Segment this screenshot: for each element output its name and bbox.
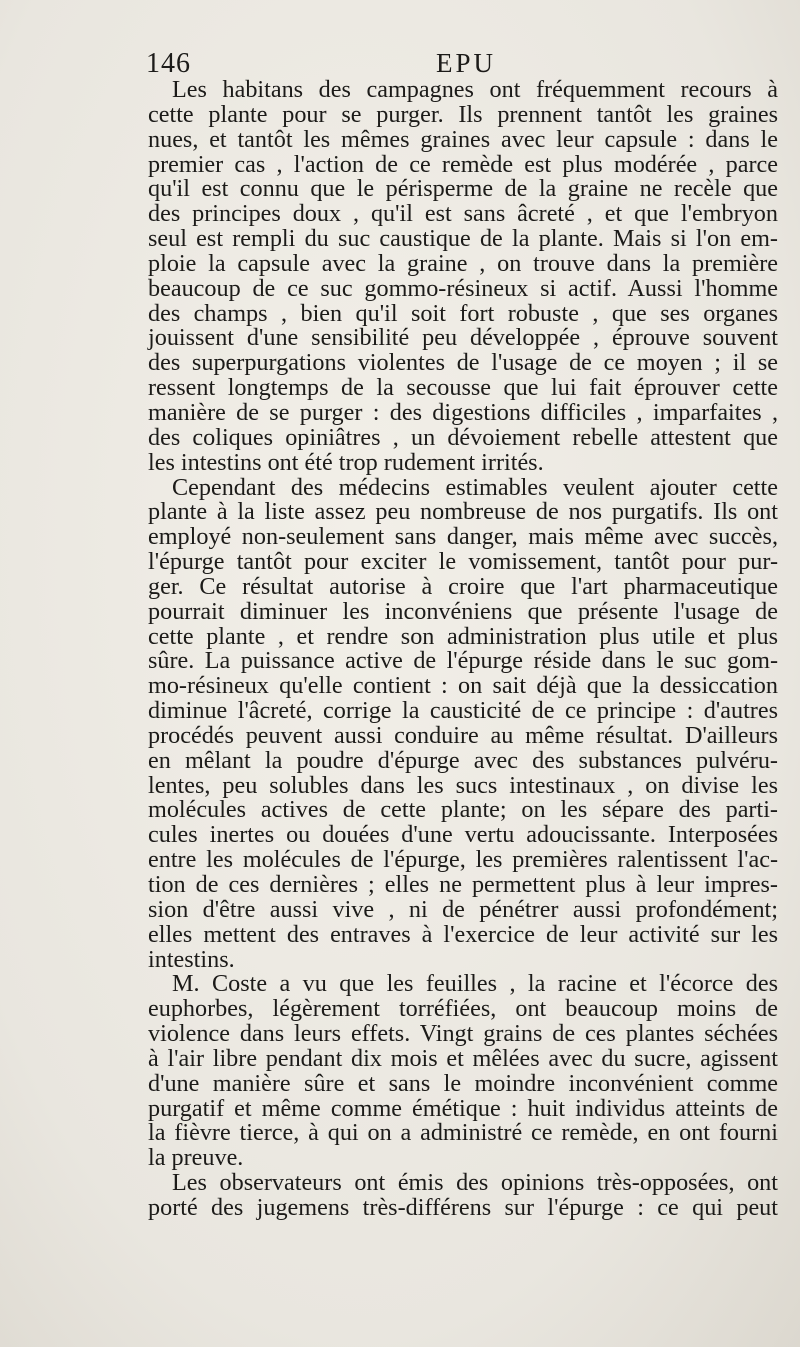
text-line: entre les molécules de l'épurge, les premières ralentissent l'ac- (148, 846, 778, 874)
text-line: à l'air libre pendant dix mois et mêlées avec du sucre, agissent (148, 1044, 778, 1072)
text-line: plante à la liste assez peu nombreuse de nos purgatifs. Ils ont (148, 498, 778, 526)
text-line: jouissent d'une sensibilité peu développée , éprouve souvent (148, 324, 778, 352)
text-line: seul est rempli du suc caustique de la plante. Mais si l'on em- (148, 225, 778, 253)
text-line: purgatif et même comme émétique : huit individus atteints de (148, 1094, 778, 1122)
text-line: Cependant des médecins estimables veulent ajouter cette (172, 473, 778, 501)
page-number: 146 (146, 48, 191, 79)
text-line: la fièvre tierce, à qui on a administré ce remède, en ont fourni (148, 1119, 778, 1147)
text-line: cette plante , et rendre son administration plus utile et plus (148, 622, 778, 650)
text-line: des champs , bien qu'il soit fort robuste , que ses organes (148, 299, 778, 327)
text-line: d'une manière sûre et sans le moindre inconvénient comme (148, 1069, 778, 1097)
text-line: cette plante pour se purger. Ils prennent tantôt les graines (148, 100, 778, 128)
text-line: pourrait diminuer les inconvéniens que présente l'usage de (148, 597, 778, 625)
body-text (148, 78, 778, 1221)
text-line: intestins. (148, 945, 235, 973)
text-line: diminue l'âcreté, corrige la causticité de ce principe : d'autres (148, 697, 778, 725)
text-line: la preuve. (148, 1144, 244, 1172)
text-line: cules inertes ou douées d'une vertu adoucissante. Interposées (148, 821, 778, 849)
text-line: ger. Ce résultat autorise à croire que l'art pharmaceutique (148, 572, 778, 600)
text-line: elles mettent des entraves à l'exercice de leur activité sur les (148, 920, 778, 948)
text-line: les intestins ont été trop rudement irrités. (148, 448, 544, 476)
text-line: l'épurge tantôt pour exciter le vomissement, tantôt pour pur- (148, 548, 778, 576)
text-line: manière de se purger : des digestions difficiles , imparfaites , (148, 398, 778, 426)
text-line: ploie la capsule avec la graine , on trouve dans la première (148, 249, 778, 277)
text-line: qu'il est connu que le périsperme de la graine ne recèle que (148, 175, 778, 203)
text-line: sion d'être aussi vive , ni de pénétrer aussi profondément; (148, 895, 778, 923)
text-line: beaucoup de ce suc gommo-résineux si actif. Aussi l'homme (148, 274, 778, 302)
text-line: Les observateurs ont émis des opinions très-opposées, ont (172, 1169, 778, 1197)
text-line: en mêlant la poudre d'épurge avec des substances pulvéru- (148, 746, 778, 774)
text-line: Les habitans des campagnes ont fréquemment recours à (172, 76, 778, 103)
text-line: tion de ces dernières ; elles ne permettent plus à leur impres- (148, 871, 778, 898)
text-line: M. Coste a vu que les feuilles , la racine et l'écorce des (172, 970, 778, 998)
paragraph (148, 972, 778, 1171)
text-line: porté des jugemens très-différens sur l'épurge : ce qui peut (148, 1193, 778, 1221)
text-line: euphorbes, légèrement torréfiées, ont beaucoup moins de (148, 995, 778, 1023)
text-line: nues, et tantôt les mêmes graines avec leur capsule : dans le (148, 125, 778, 153)
text-line: ressent longtemps de la secousse que lui fait éprouver cette (148, 374, 778, 402)
text-line: procédés peuvent aussi conduire au même résultat. D'ailleurs (148, 721, 778, 749)
text-line: sûre. La puissance active de l'épurge réside dans le suc gom- (148, 647, 778, 675)
text-line: molécules actives de cette plante; on les sépare des parti- (148, 796, 778, 824)
text-line: des principes doux , qu'il est sans âcreté , et que l'embryon (148, 200, 778, 228)
paragraph (148, 78, 778, 476)
running-head: EPU (436, 48, 497, 78)
text-line: des superpurgations violentes de l'usage de ce moyen ; il se (148, 349, 778, 377)
text-line: employé non-seulement sans danger, mais même avec succès, (148, 523, 778, 551)
paragraph (148, 1171, 778, 1221)
paragraph (148, 473, 778, 973)
text-line: violence dans leurs effets. Vingt grains de ces plantes séchées (148, 1020, 778, 1048)
text-line: lentes, peu solubles dans les sucs intestinaux , on divise les (148, 771, 778, 799)
text-line: mo-résineux qu'elle contient : on sait déjà que la dessiccation (148, 672, 778, 700)
text-line: premier cas , l'action de ce remède est plus modérée , parce (148, 150, 778, 178)
text-line: des coliques opiniâtres , un dévoiement rebelle attestent que (148, 423, 778, 451)
